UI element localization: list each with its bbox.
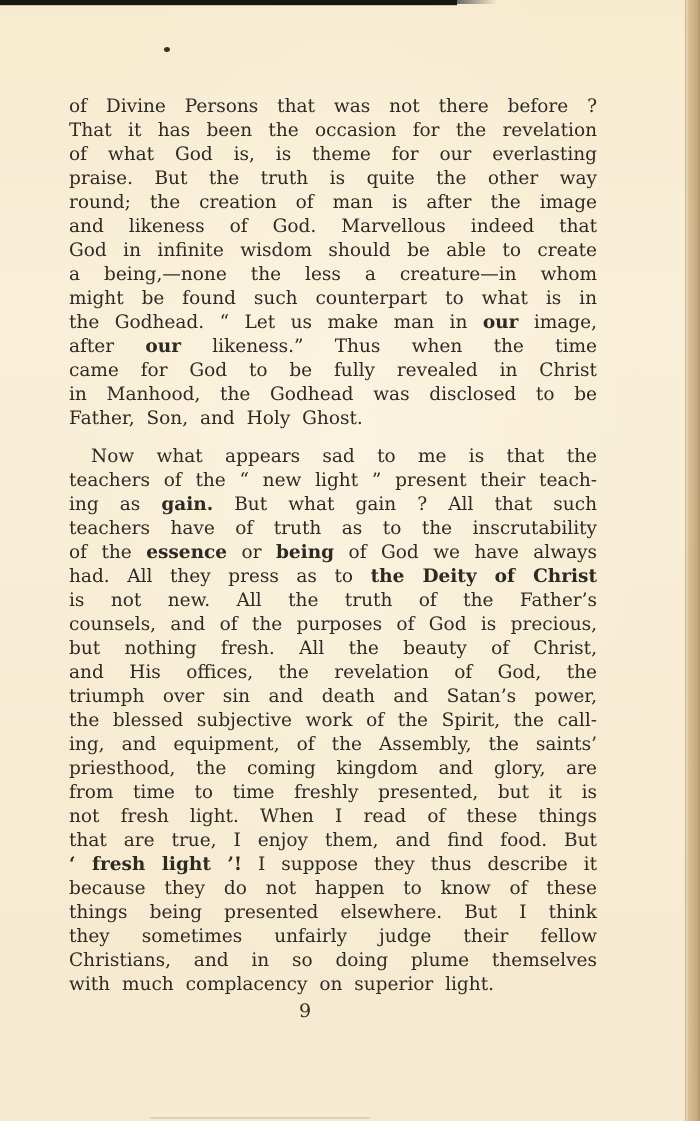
scan-top-bar-fade xyxy=(457,0,497,4)
text-segment: but nothing fresh. All the beauty of Christ, xyxy=(69,638,597,659)
page-number: 9 xyxy=(298,1000,312,1022)
text-line xyxy=(69,853,597,877)
text-segment: or xyxy=(227,542,276,563)
text-segment: I suppose they thus describe it xyxy=(242,854,597,875)
text-segment: Father, Son, and Holy Ghost. xyxy=(69,408,363,429)
text-line xyxy=(69,613,597,637)
text-line xyxy=(69,901,597,925)
bold-text: our xyxy=(145,336,181,357)
text-segment: from time to time freshly presented, but it is xyxy=(69,782,597,803)
text-line xyxy=(69,829,597,853)
text-line xyxy=(69,119,597,143)
paragraph xyxy=(69,445,597,997)
scan-bottom-edge-artifact xyxy=(150,1117,370,1119)
text-line xyxy=(69,925,597,949)
text-line xyxy=(69,95,597,119)
text-line xyxy=(69,287,597,311)
text-segment: triumph over sin and death and Satan’s power, xyxy=(69,686,597,707)
text-line xyxy=(69,445,597,469)
text-segment: teachers of the “ new light ” present their teach- xyxy=(69,470,597,491)
text-line xyxy=(69,143,597,167)
text-line xyxy=(69,407,597,431)
text-line xyxy=(69,493,597,517)
text-segment: Now what appears sad to me is that the xyxy=(91,446,597,467)
text-segment: a being,—none the less a creature—in whom xyxy=(69,264,597,285)
text-segment: in Manhood, the Godhead was disclosed to be xyxy=(69,384,597,405)
ink-spot-artifact xyxy=(163,46,170,53)
text-segment: image, xyxy=(518,312,597,333)
text-segment: priesthood, the coming kingdom and glory, are xyxy=(69,758,597,779)
text-line xyxy=(69,167,597,191)
text-segment: counsels, and of the purposes of God is precious, xyxy=(69,614,597,635)
text-segment: and His offices, the revelation of God, the xyxy=(69,662,597,683)
text-segment: because they do not happen to know of these xyxy=(69,878,597,899)
text-line xyxy=(69,949,597,973)
bold-text: the Deity of Christ xyxy=(370,566,597,587)
text-segment: they sometimes unfairly judge their fellow xyxy=(69,926,597,947)
text-segment: with much complacency on superior light. xyxy=(69,974,495,995)
bold-text: ‘ fresh light ’! xyxy=(69,854,242,875)
text-segment: teachers have of truth as to the inscrutability xyxy=(69,518,597,539)
text-segment: of what God is, is theme for our everlasting xyxy=(69,144,597,165)
text-line xyxy=(69,805,597,829)
text-line xyxy=(69,589,597,613)
scan-top-edge-artifact xyxy=(0,0,700,6)
text-segment: the Godhead. “ Let us make man in xyxy=(69,312,483,333)
text-segment: round; the creation of man is after the image xyxy=(69,192,597,213)
text-segment: the blessed subjective work of the Spirit, the call- xyxy=(69,710,597,731)
scan-top-dark-bar xyxy=(0,0,457,5)
text-line xyxy=(69,685,597,709)
text-segment: ing as xyxy=(69,494,162,515)
text-line xyxy=(69,661,597,685)
text-line xyxy=(69,541,597,565)
text-segment: might be found such counterpart to what is in xyxy=(69,288,597,309)
text-line xyxy=(69,709,597,733)
text-line xyxy=(69,335,597,359)
text-segment: of the xyxy=(69,542,147,563)
text-line xyxy=(69,877,597,901)
text-segment: ing, and equipment, of the Assembly, the saints’ xyxy=(69,734,597,755)
text-line xyxy=(69,469,597,493)
text-segment: praise. But the truth is quite the other way xyxy=(69,168,597,189)
text-line xyxy=(69,359,597,383)
text-segment: and likeness of God. Marvellous indeed that xyxy=(69,216,597,237)
text-segment: But what gain ? All that such xyxy=(213,494,597,515)
bold-text: our xyxy=(482,312,519,333)
text-line xyxy=(69,565,597,589)
text-segment: that are true, I enjoy them, and find food. But xyxy=(69,830,597,851)
text-line xyxy=(69,263,597,287)
bold-text: gain. xyxy=(161,494,214,515)
text-line xyxy=(69,239,597,263)
paragraph xyxy=(69,95,597,431)
text-block xyxy=(69,95,597,997)
text-line xyxy=(69,973,597,997)
bold-text: essence xyxy=(146,542,228,563)
text-line xyxy=(69,733,597,757)
text-segment: came for God to be fully revealed in Christ xyxy=(69,360,597,381)
text-line xyxy=(69,311,597,335)
text-segment: Christians, and in so doing plume themselves xyxy=(69,950,597,971)
text-line xyxy=(69,191,597,215)
text-segment: of God we have always xyxy=(334,542,598,563)
text-segment: had. All they press as to xyxy=(69,566,371,587)
bold-text: being xyxy=(275,542,335,563)
text-segment: likeness.” Thus when the time xyxy=(180,336,598,357)
text-segment: of Divine Persons that was not there before ? xyxy=(69,96,597,117)
text-line xyxy=(69,781,597,805)
text-segment: God in infinite wisdom should be able to create xyxy=(69,240,597,261)
text-line xyxy=(69,215,597,239)
text-line xyxy=(69,757,597,781)
text-segment: not fresh light. When I read of these things xyxy=(69,806,597,827)
text-line xyxy=(69,637,597,661)
text-line xyxy=(69,383,597,407)
text-segment: things being presented elsewhere. But I think xyxy=(69,902,597,923)
text-line xyxy=(69,517,597,541)
text-segment: after xyxy=(69,336,146,357)
text-segment: That it has been the occasion for the revelation xyxy=(69,120,597,141)
text-segment: is not new. All the truth of the Father’s xyxy=(69,590,597,611)
scan-right-edge-artifact xyxy=(685,0,700,1121)
